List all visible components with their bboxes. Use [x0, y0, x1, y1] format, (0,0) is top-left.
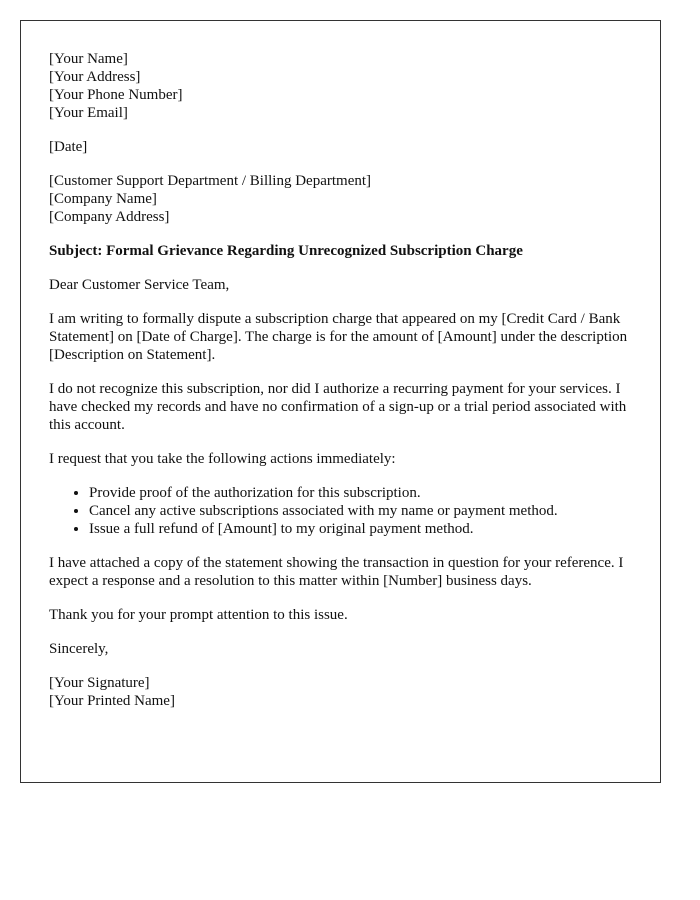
body-paragraph: I am writing to formally dispute a subscription charge that appeared on my [Credit Card / Bank Statement] on [Date of Charge]. The charge is for the amount of [Amount] under the description [Description on Statement]. — [49, 311, 628, 363]
list-item: • Cancel any active subscriptions associated with my name or payment method. — [89, 502, 632, 520]
body-paragraph: I request that you take the following actions immediately: — [49, 451, 396, 467]
recipient-department: [Customer Support Department / Billing Department] — [49, 173, 372, 189]
sender-name: [Your Name] — [49, 51, 128, 67]
list-item: • Issue a full refund of [Amount] to my original payment method. — [89, 520, 632, 538]
recipient-address: [Company Address] — [49, 209, 170, 225]
body-paragraph: I have attached a copy of the statement showing the transaction in question for your reference. I expect a response and a resolution to this matter within [Number] business days. — [49, 555, 624, 589]
sender-email: [Your Email] — [49, 105, 128, 121]
recipient-company: [Company Name] — [49, 191, 157, 207]
signature: [Your Signature] — [49, 675, 150, 691]
signature-block — [49, 674, 632, 710]
sender-address: [Your Address] — [49, 69, 141, 85]
letter — [20, 20, 661, 783]
recipient-block — [49, 172, 632, 226]
salutation: Dear Customer Service Team, — [49, 277, 230, 293]
letter-date: [Date] — [49, 139, 88, 155]
body-paragraph: I do not recognize this subscription, nor did I authorize a recurring payment for your services. I have checked my records and have no confirmation of a sign-up or a trial period associated with this account. — [49, 381, 627, 433]
printed-name: [Your Printed Name] — [49, 693, 175, 709]
subject-line: Subject: Formal Grievance Regarding Unrecognized Subscription Charge — [49, 243, 523, 259]
sender-phone: [Your Phone Number] — [49, 87, 183, 103]
actions-list — [49, 484, 632, 538]
list-item: • Provide proof of the authorization for this subscription. — [89, 484, 632, 502]
sender-block — [49, 50, 632, 122]
signoff: Sincerely, — [49, 641, 109, 657]
body-paragraph: Thank you for your prompt attention to this issue. — [49, 607, 348, 623]
